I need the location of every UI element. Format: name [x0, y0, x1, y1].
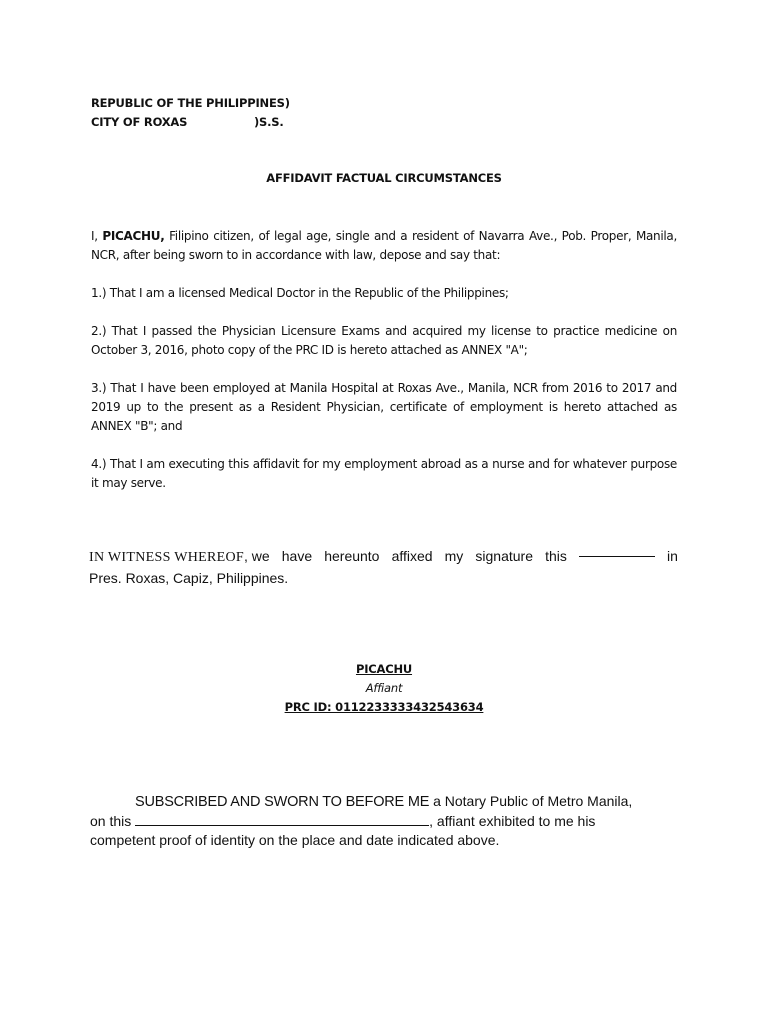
intro-text: Filipino citizen, of legal age, single and a resident of Navarra Ave., Pob. Proper, Manila, NCR, after being sworn to in accordance with law, depose and say that:	[91, 229, 677, 262]
jurat-paragraph	[90, 792, 690, 850]
jurat-lead: SUBSCRIBED AND SWORN TO BEFORE ME	[135, 794, 430, 810]
jurat-rest-1: a Notary Public of Metro Manila,	[429, 793, 633, 809]
affiant-name-inline: PICACHU,	[102, 229, 165, 243]
affiant-name	[0, 662, 768, 676]
witness-w7: this	[545, 548, 567, 564]
jurat-line-3: competent proof of identity on the place and date indicated above.	[90, 832, 500, 848]
witness-w2: have	[281, 548, 313, 564]
item-4: 4.) That I am executing this affidavit for my employment abroad as a nurse and for whatever purpose it may serve.	[91, 457, 677, 490]
intro-paragraph	[91, 227, 677, 265]
jurisdiction-line-2	[91, 115, 187, 129]
witness-w3: hereunto	[324, 548, 380, 564]
witness-line-1	[89, 546, 678, 568]
affiant-prc-id	[0, 700, 768, 714]
jurat-line-2	[90, 812, 690, 831]
ss-text: )S.S.	[254, 115, 284, 129]
witness-w5: my	[444, 548, 464, 564]
witness-w1: , we	[244, 548, 270, 564]
document-title: AFFIDAVIT FACTUAL CIRCUMSTANCES	[266, 171, 502, 185]
item-1: 1.) That I am a licensed Medical Doctor in the Republic of the Philippines;	[91, 286, 509, 300]
item-3: 3.) That I have been employed at Manila Hospital at Roxas Ave., Manila, NCR from 2016 to 2017 and 2019 up to the present as a Resident Physician, certificate of employment is hereto attached as ANNEX "B"; and	[91, 381, 677, 433]
witness-paragraph	[89, 546, 678, 588]
intro-lead: I,	[91, 229, 103, 243]
witness-w4: affixed	[391, 548, 433, 564]
witness-line-2: Pres. Roxas, Capiz, Philippines.	[89, 570, 289, 586]
jurat-rest-2: , affiant exhibited to me his	[429, 813, 596, 829]
affiant-role	[0, 681, 768, 695]
ss-marker	[254, 115, 284, 129]
jurisdiction-line-1	[91, 96, 290, 110]
jurat-line-1	[90, 792, 690, 812]
item-2: 2.) That I passed the Physician Licensure Exams and acquired my license to practice medicine on October 3, 2016, photo copy of the PRC ID is hereto attached as ANNEX "A";	[91, 324, 677, 357]
witness-lead: IN WITNESS WHEREOF	[89, 550, 244, 565]
jurat-date-blank[interactable]	[135, 815, 429, 826]
witness-w6: signature	[475, 548, 533, 564]
prc-id-text: PRC ID: 0112233333432543634	[284, 700, 484, 714]
affiant-name-text: PICACHU	[355, 662, 413, 676]
affiant-role-text: Affiant	[365, 681, 403, 695]
date-blank-line[interactable]	[579, 546, 655, 557]
city-text: CITY OF ROXAS	[91, 115, 188, 129]
jurat-on-this: on this	[90, 813, 136, 829]
witness-w8: in	[667, 548, 678, 564]
republic-text: REPUBLIC OF THE PHILIPPINES)	[91, 96, 290, 110]
